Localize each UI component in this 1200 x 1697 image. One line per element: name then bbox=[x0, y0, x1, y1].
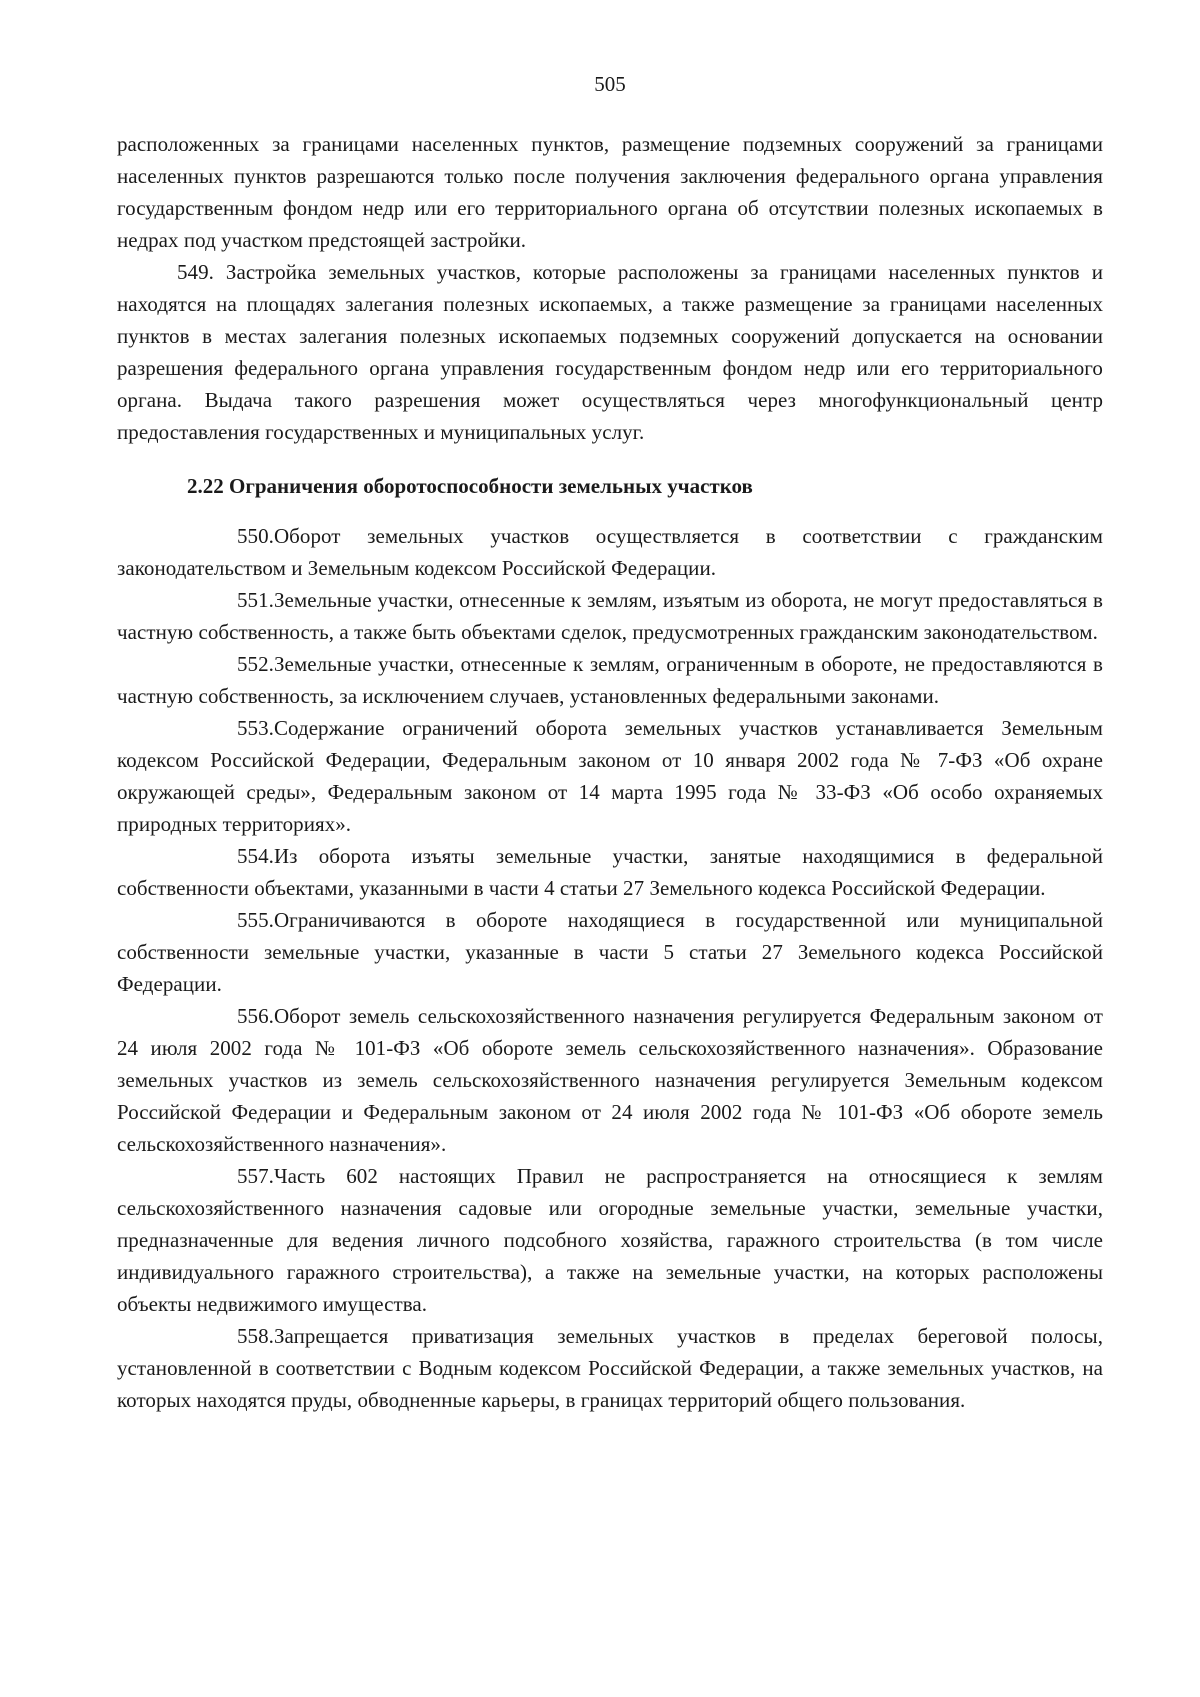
paragraph-556 bbox=[117, 1000, 1103, 1160]
paragraph-550 bbox=[117, 520, 1103, 584]
paragraph-text: Застройка земельных участков, которые расположены за границами населенных пунктов и находятся на площадях залегания полезных ископаемых, а также размещение за границами населенных пунктов в местах залегания полезных ископаемых подземных сооружений допускается на основании разрешения федерального органа управления государственным фондом недр или его территориального органа. Выдача такого разрешения может осуществляться через многофункциональный центр предоставления государственных и муниципальных услуг. bbox=[117, 260, 1103, 444]
page-number: 505 bbox=[594, 72, 626, 96]
paragraph-text: Ограничиваются в обороте находящиеся в государственной или муниципальной собственности земельные участки, указанные в части 5 статьи 27 Земельного кодекса Российской Федерации. bbox=[117, 908, 1103, 996]
paragraph-557 bbox=[117, 1160, 1103, 1320]
paragraph-555 bbox=[117, 904, 1103, 1000]
paragraph-text: Запрещается приватизация земельных участков в пределах береговой полосы, установленной в соответствии с Водным кодексом Российской Федерации, а также земельных участков, на которых находятся пруды, обводненные карьеры, в границах территорий общего пользования. bbox=[117, 1324, 1103, 1412]
paragraph-552 bbox=[117, 648, 1103, 712]
paragraph-554 bbox=[117, 840, 1103, 904]
paragraph-number: 555. bbox=[237, 908, 274, 932]
paragraph-551 bbox=[117, 584, 1103, 648]
paragraph-number: 558. bbox=[237, 1324, 274, 1348]
paragraph-553 bbox=[117, 712, 1103, 840]
document-page bbox=[117, 0, 1103, 1697]
paragraph-number: 551. bbox=[237, 588, 274, 612]
paragraph-text: Из оборота изъяты земельные участки, занятые находящимися в федеральной собственности объектами, указанными в части 4 статьи 27 Земельного кодекса Российской Федерации. bbox=[117, 844, 1103, 900]
paragraph-558 bbox=[117, 1320, 1103, 1416]
paragraph-text: Содержание ограничений оборота земельных участков устанавливается Земельным кодексом Российской Федерации, Федеральным законом от 10 января 2002 года № 7-ФЗ «Об охране окружающей среды», Федеральным законом от 14 марта 1995 года № 33-ФЗ «Об особо охраняемых природных территориях». bbox=[117, 716, 1103, 836]
paragraph-number: 549. bbox=[177, 260, 214, 284]
paragraph-text: Часть 602 настоящих Правил не распространяется на относящиеся к землям сельскохозяйственного назначения садовые или огородные земельные участки, земельные участки, предназначенные для ведения личного подсобного хозяйства, гаражного строительства (в том числе индивидуального гаражного строительства), а также на земельные участки, на которых расположены объекты недвижимого имущества. bbox=[117, 1164, 1103, 1316]
document-body bbox=[117, 128, 1103, 1416]
paragraph-number: 550. bbox=[237, 524, 274, 548]
paragraph-text: Земельные участки, отнесенные к землям, изъятым из оборота, не могут предоставляться в частную собственность, а также быть объектами сделок, предусмотренных гражданским законодательством. bbox=[117, 588, 1103, 644]
section-heading: 2.22 Ограничения оборотоспособности земельных участков bbox=[187, 474, 753, 498]
paragraph-549 bbox=[117, 256, 1103, 448]
intro-paragraph: расположенных за границами населенных пунктов, размещение подземных сооружений за границами населенных пунктов разрешаются только после получения заключения федерального органа управления государственным фондом недр или его территориального органа об отсутствии полезных ископаемых в недрах под участком предстоящей застройки. bbox=[117, 132, 1103, 252]
paragraph-number: 554. bbox=[237, 844, 274, 868]
paragraph-number: 557. bbox=[237, 1164, 274, 1188]
paragraph-text: Земельные участки, отнесенные к землям, ограниченным в обороте, не предоставляются в частную собственность, за исключением случаев, установленных федеральными законами. bbox=[117, 652, 1103, 708]
paragraph-text: Оборот земель сельскохозяйственного назначения регулируется Федеральным законом от 24 июля 2002 года № 101-ФЗ «Об обороте земель сельскохозяйственного назначения». Образование земельных участков из земель сельскохозяйственного назначения регулируется Земельным кодексом Российской Федерации и Федеральным законом от 24 июля 2002 года № 101-ФЗ «Об обороте земель сельскохозяйственного назначения». bbox=[117, 1004, 1103, 1156]
paragraph-number: 553. bbox=[237, 716, 274, 740]
paragraph-number: 556. bbox=[237, 1004, 274, 1028]
paragraph-text: Оборот земельных участков осуществляется в соответствии с гражданским законодательством и Земельным кодексом Российской Федерации. bbox=[117, 524, 1103, 580]
paragraph-number: 552. bbox=[237, 652, 274, 676]
